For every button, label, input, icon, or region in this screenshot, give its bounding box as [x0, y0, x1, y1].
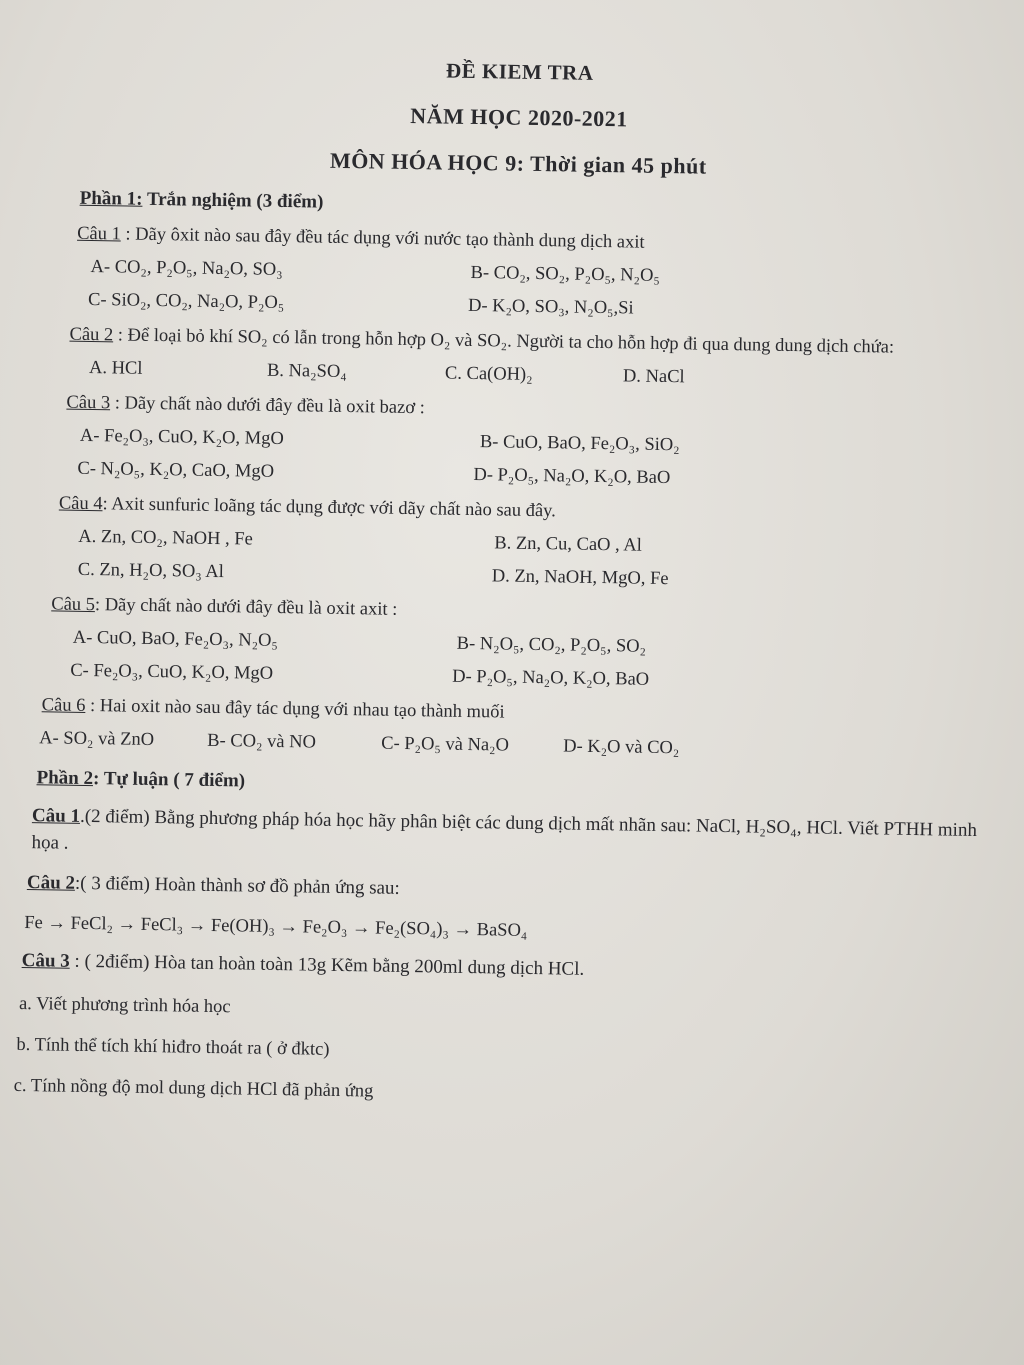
question-3	[24, 392, 1004, 428]
essay-3	[16, 948, 996, 990]
q6-options	[19, 728, 999, 764]
exam-sheet	[14, 52, 1010, 1113]
q3-options-cd	[23, 458, 1003, 494]
part1-label: Phần 1:	[79, 187, 143, 210]
q2-option-c: C. Ca(OH)₂	[444, 363, 533, 385]
q5-option-a: A- CuO, BaO, Fe₂O₃, N₂O₅	[72, 627, 279, 651]
part2-heading	[18, 767, 998, 804]
part2-title: : Tự luận ( 7 điểm)	[92, 768, 246, 792]
q6-option-a: A- SO₂ và ZnO	[39, 728, 155, 751]
q6-option-c: C- P₂O₅ và Na₂O	[381, 733, 510, 756]
subject-time: MÔN HÓA HỌC 9: Thời gian 45 phút	[329, 147, 707, 179]
q6-label: Câu 6	[41, 695, 86, 716]
q1-label: Câu 1	[76, 223, 121, 245]
q5-option-b: B- N₂O₅, CO₂, P₂O₅, SO₂	[456, 633, 647, 657]
q3-label: Câu 3	[66, 392, 111, 414]
q5-options-cd	[20, 660, 1000, 696]
e2-label: Câu 2	[26, 872, 76, 894]
q3-option-c: C- N₂O₅, K₂O, CaO, MgO	[77, 458, 275, 482]
q4-option-c: C. Zn, H₂O, SO₃ Al	[77, 559, 225, 583]
q1-option-c: C- SiO₂, CO₂, Na₂O, P₂O₅	[87, 289, 285, 314]
part2-label: Phần 2	[36, 767, 94, 790]
q6-text: : Hai oxit nào sau đây tác dụng với nhau tạo thành muối	[85, 695, 505, 723]
exam-title: ĐỀ KIEM TRA	[445, 58, 594, 85]
q6-option-b: B- CO₂ và NO	[207, 730, 317, 753]
e3-part-a: a. Viết phương trình hóa học	[18, 994, 231, 1018]
part1-title: Trắn nghiệm (3 điểm)	[142, 188, 324, 213]
q3-text: : Dãy chất nào dưới đây đều là oxit bazơ :	[110, 393, 426, 419]
q4-options-ab	[22, 526, 1002, 562]
q2-text: : Để loại bỏ khí SO₂ có lẫn trong hỗn hợp O₂ và SO₂. Người ta cho hỗn hợp đi qua dung dung dịch chứa:	[113, 325, 895, 358]
q2-option-b: B. Na₂SO₄	[266, 360, 347, 383]
q4-option-a: A. Zn, CO₂, NaOH , Fe	[78, 526, 254, 550]
q5-label: Câu 5	[51, 594, 96, 616]
q2-label: Câu 2	[69, 324, 114, 346]
e1-label: Câu 1	[31, 805, 81, 827]
q4-options-cd	[22, 559, 1002, 595]
q3-option-d: D- P₂O₅, Na₂O, K₂O, BaO	[473, 465, 671, 489]
question-6	[20, 695, 1000, 731]
q5-options-ab	[21, 627, 1001, 663]
q3-option-a: A- Fe₂O₃, CuO, K₂O, MgO	[79, 425, 284, 450]
q5-option-c: C- Fe₂O₃, CuO, K₂O, MgO	[70, 660, 274, 684]
q3-options-ab	[24, 425, 1004, 461]
school-year: NĂM HỌC 2020-2021	[410, 102, 628, 132]
question-1	[27, 223, 1007, 259]
q1-text: : Dãy ôxit nào sau đây đều tác dụng với nước tạo thành dung dịch axit	[120, 224, 645, 253]
e3-part-b: b. Tính thể tích khí hiđro thoát ra ( ở đktc)	[16, 1035, 330, 1061]
e2-text: :( 3 điểm) Hoàn thành sơ đồ phản ứng sau:	[74, 872, 400, 900]
question-4	[23, 493, 1003, 529]
q5-option-d: D- P₂O₅, Na₂O, K₂O, BaO	[452, 666, 650, 690]
q1-options-ab	[26, 256, 1006, 292]
q4-option-b: B. Zn, Cu, CaO , Al	[494, 533, 642, 556]
q2-options	[25, 357, 1005, 393]
essay-2	[17, 870, 997, 912]
q1-option-b: B- CO₂, SO₂, P₂O₅, N₂O₅	[470, 262, 661, 286]
q5-text: : Dãy chất nào dưới đây đều là oxit axit :	[94, 595, 398, 620]
part1-heading	[28, 187, 1008, 224]
q1-option-d: D- K₂O, SO₃, N₂O₅,Si	[467, 295, 634, 319]
q2-option-d: D. NaCl	[622, 366, 685, 388]
e1-text: .(2 điểm) Bằng phương pháp hóa học hãy phân biệt các dung dịch mất nhãn sau: NaCl, H₂SO₄, HCl. Viết PTHH minh họa .	[31, 805, 978, 854]
e3-text: : ( 2điểm) Hòa tan hoàn toàn 13g Kẽm bằng 200ml dung dịch HCl.	[69, 950, 585, 980]
q6-option-d: D- K₂O và CO₂	[563, 736, 680, 759]
q2-option-a: A. HCl	[88, 357, 143, 379]
e3-label: Câu 3	[21, 949, 70, 972]
e3-part-c: c. Tính nồng độ mol dung dịch HCl đã phản ứng	[13, 1076, 374, 1102]
q1-option-a: A- CO₂, P₂O₅, Na₂O, SO₃	[90, 256, 283, 280]
q3-option-b: B- CuO, BaO, Fe₂O₃, SiO₂	[479, 432, 680, 456]
q4-text: : Axit sunfuric loãng tác dụng được với dãy chất nào sau đây.	[102, 494, 556, 522]
q4-option-d: D. Zn, NaOH, MgO, Fe	[491, 566, 669, 590]
question-2	[25, 324, 1005, 360]
essay-1	[17, 803, 992, 871]
question-5	[21, 594, 1001, 630]
q4-label: Câu 4	[58, 493, 103, 515]
q1-options-cd	[26, 289, 1006, 325]
reaction-scheme: Fe → FeCl₂ → FeCl₃ → Fe(OH)₃ → Fe₂O₃ → Fe₂(SO₄)₃ → BaSO₄	[24, 912, 528, 941]
